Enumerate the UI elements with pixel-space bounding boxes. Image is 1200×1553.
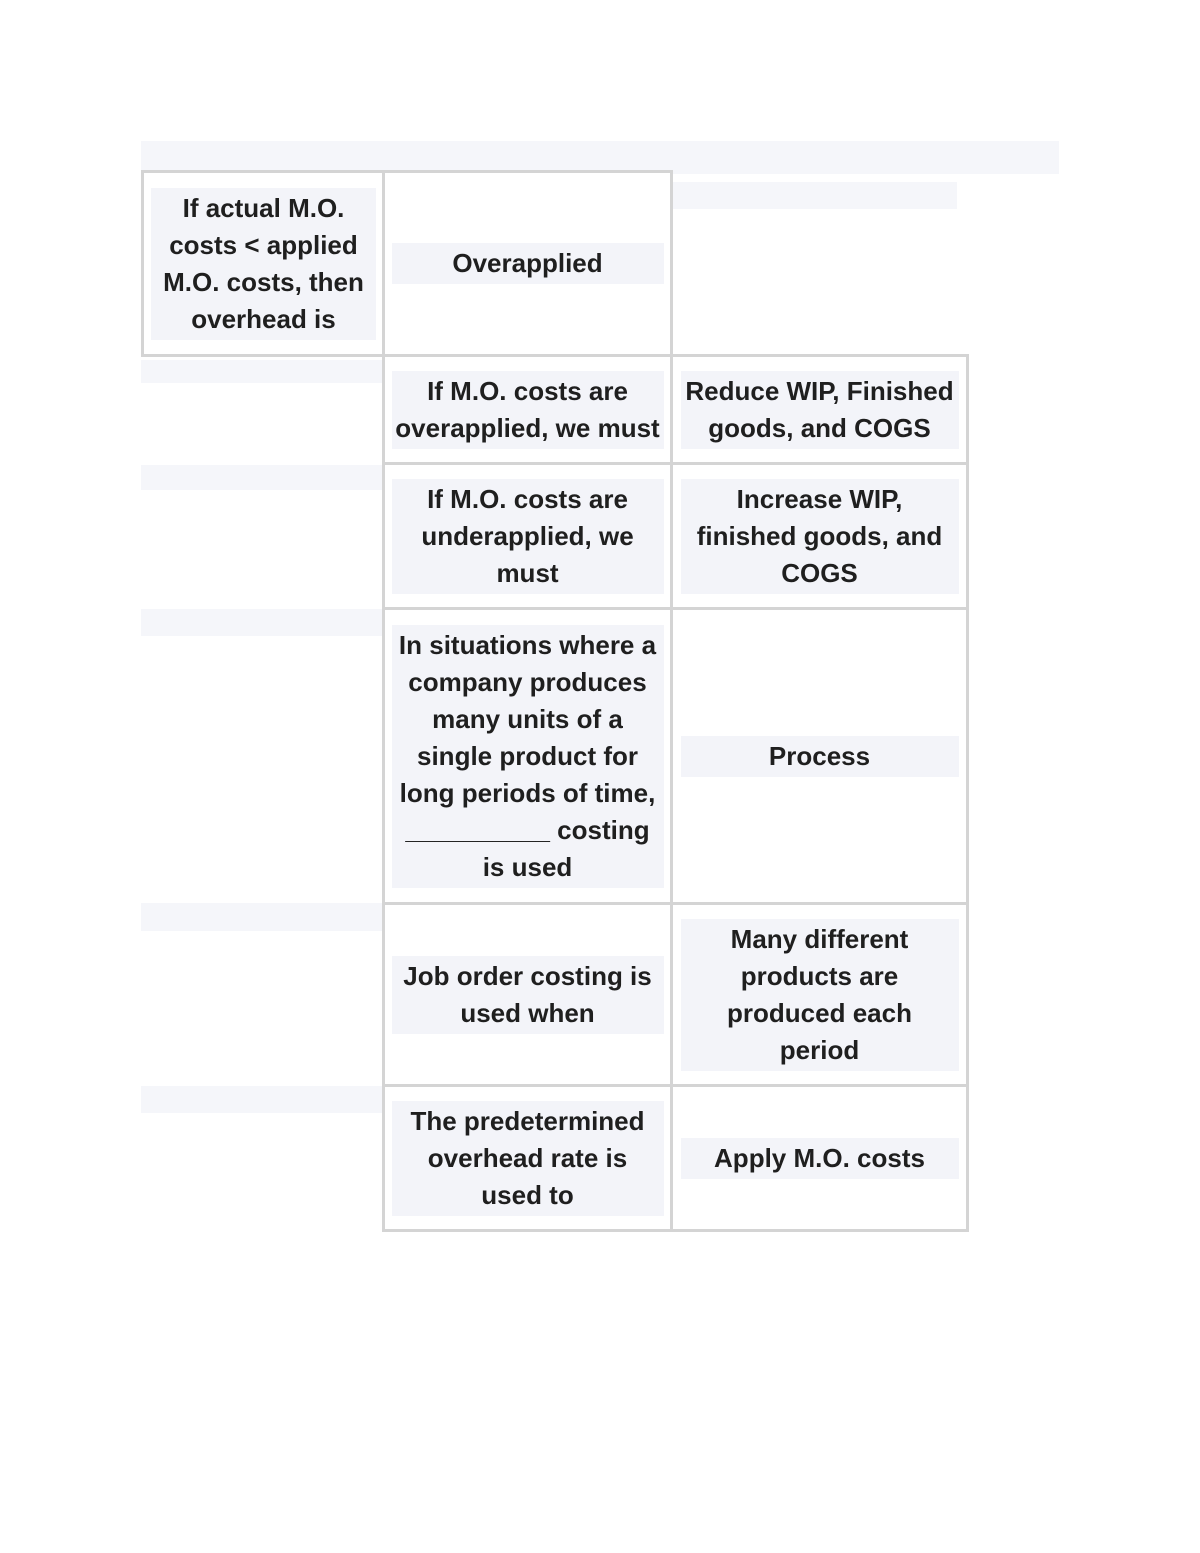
row-4-band	[141, 609, 383, 636]
row-6-term-cell	[382, 1084, 673, 1232]
row-5-definition-cell	[670, 902, 969, 1087]
row-5-term-cell	[382, 902, 673, 1087]
row-2-definition-cell	[670, 354, 969, 465]
row-4-term-cell	[382, 607, 673, 905]
row-6-term-text: The predetermined overhead rate is used to	[392, 1101, 664, 1216]
row-3-definition-text: Increase WIP, finished goods, and COGS	[681, 479, 959, 594]
row-3-term-cell	[382, 462, 673, 610]
row-1-empty-cell	[670, 170, 673, 357]
row-2-term-text: If M.O. costs are overapplied, we must	[392, 371, 664, 449]
row-2-term-cell	[382, 354, 673, 465]
row-1-term-cell	[141, 170, 386, 357]
row-3-band	[141, 465, 383, 490]
row-3-term-text: If M.O. costs are underapplied, we must	[392, 479, 664, 594]
row-1-definition-text: Overapplied	[392, 243, 664, 284]
row-1-definition-cell	[382, 170, 673, 357]
row-4-definition-cell	[670, 607, 969, 905]
row-2-definition-text: Reduce WIP, Finished goods, and COGS	[681, 371, 959, 449]
row-4-term-text: In situations where a company produces many units of a single product for long periods of time, __________ costing is used	[392, 625, 664, 888]
row-1-band	[673, 182, 957, 209]
row-3-definition-cell	[670, 462, 969, 610]
row-6-definition-text: Apply M.O. costs	[681, 1138, 959, 1179]
row-1-term-text: If actual M.O. costs < applied M.O. costs, then overhead is	[151, 188, 376, 340]
row-2-band	[141, 360, 383, 383]
row-6-band	[141, 1086, 383, 1113]
row-5-term-text: Job order costing is used when	[392, 956, 664, 1034]
row-6-definition-cell	[670, 1084, 969, 1232]
row-5-band	[141, 903, 383, 931]
row-5-definition-text: Many different products are produced each period	[681, 919, 959, 1071]
row-4-definition-text: Process	[681, 736, 959, 777]
